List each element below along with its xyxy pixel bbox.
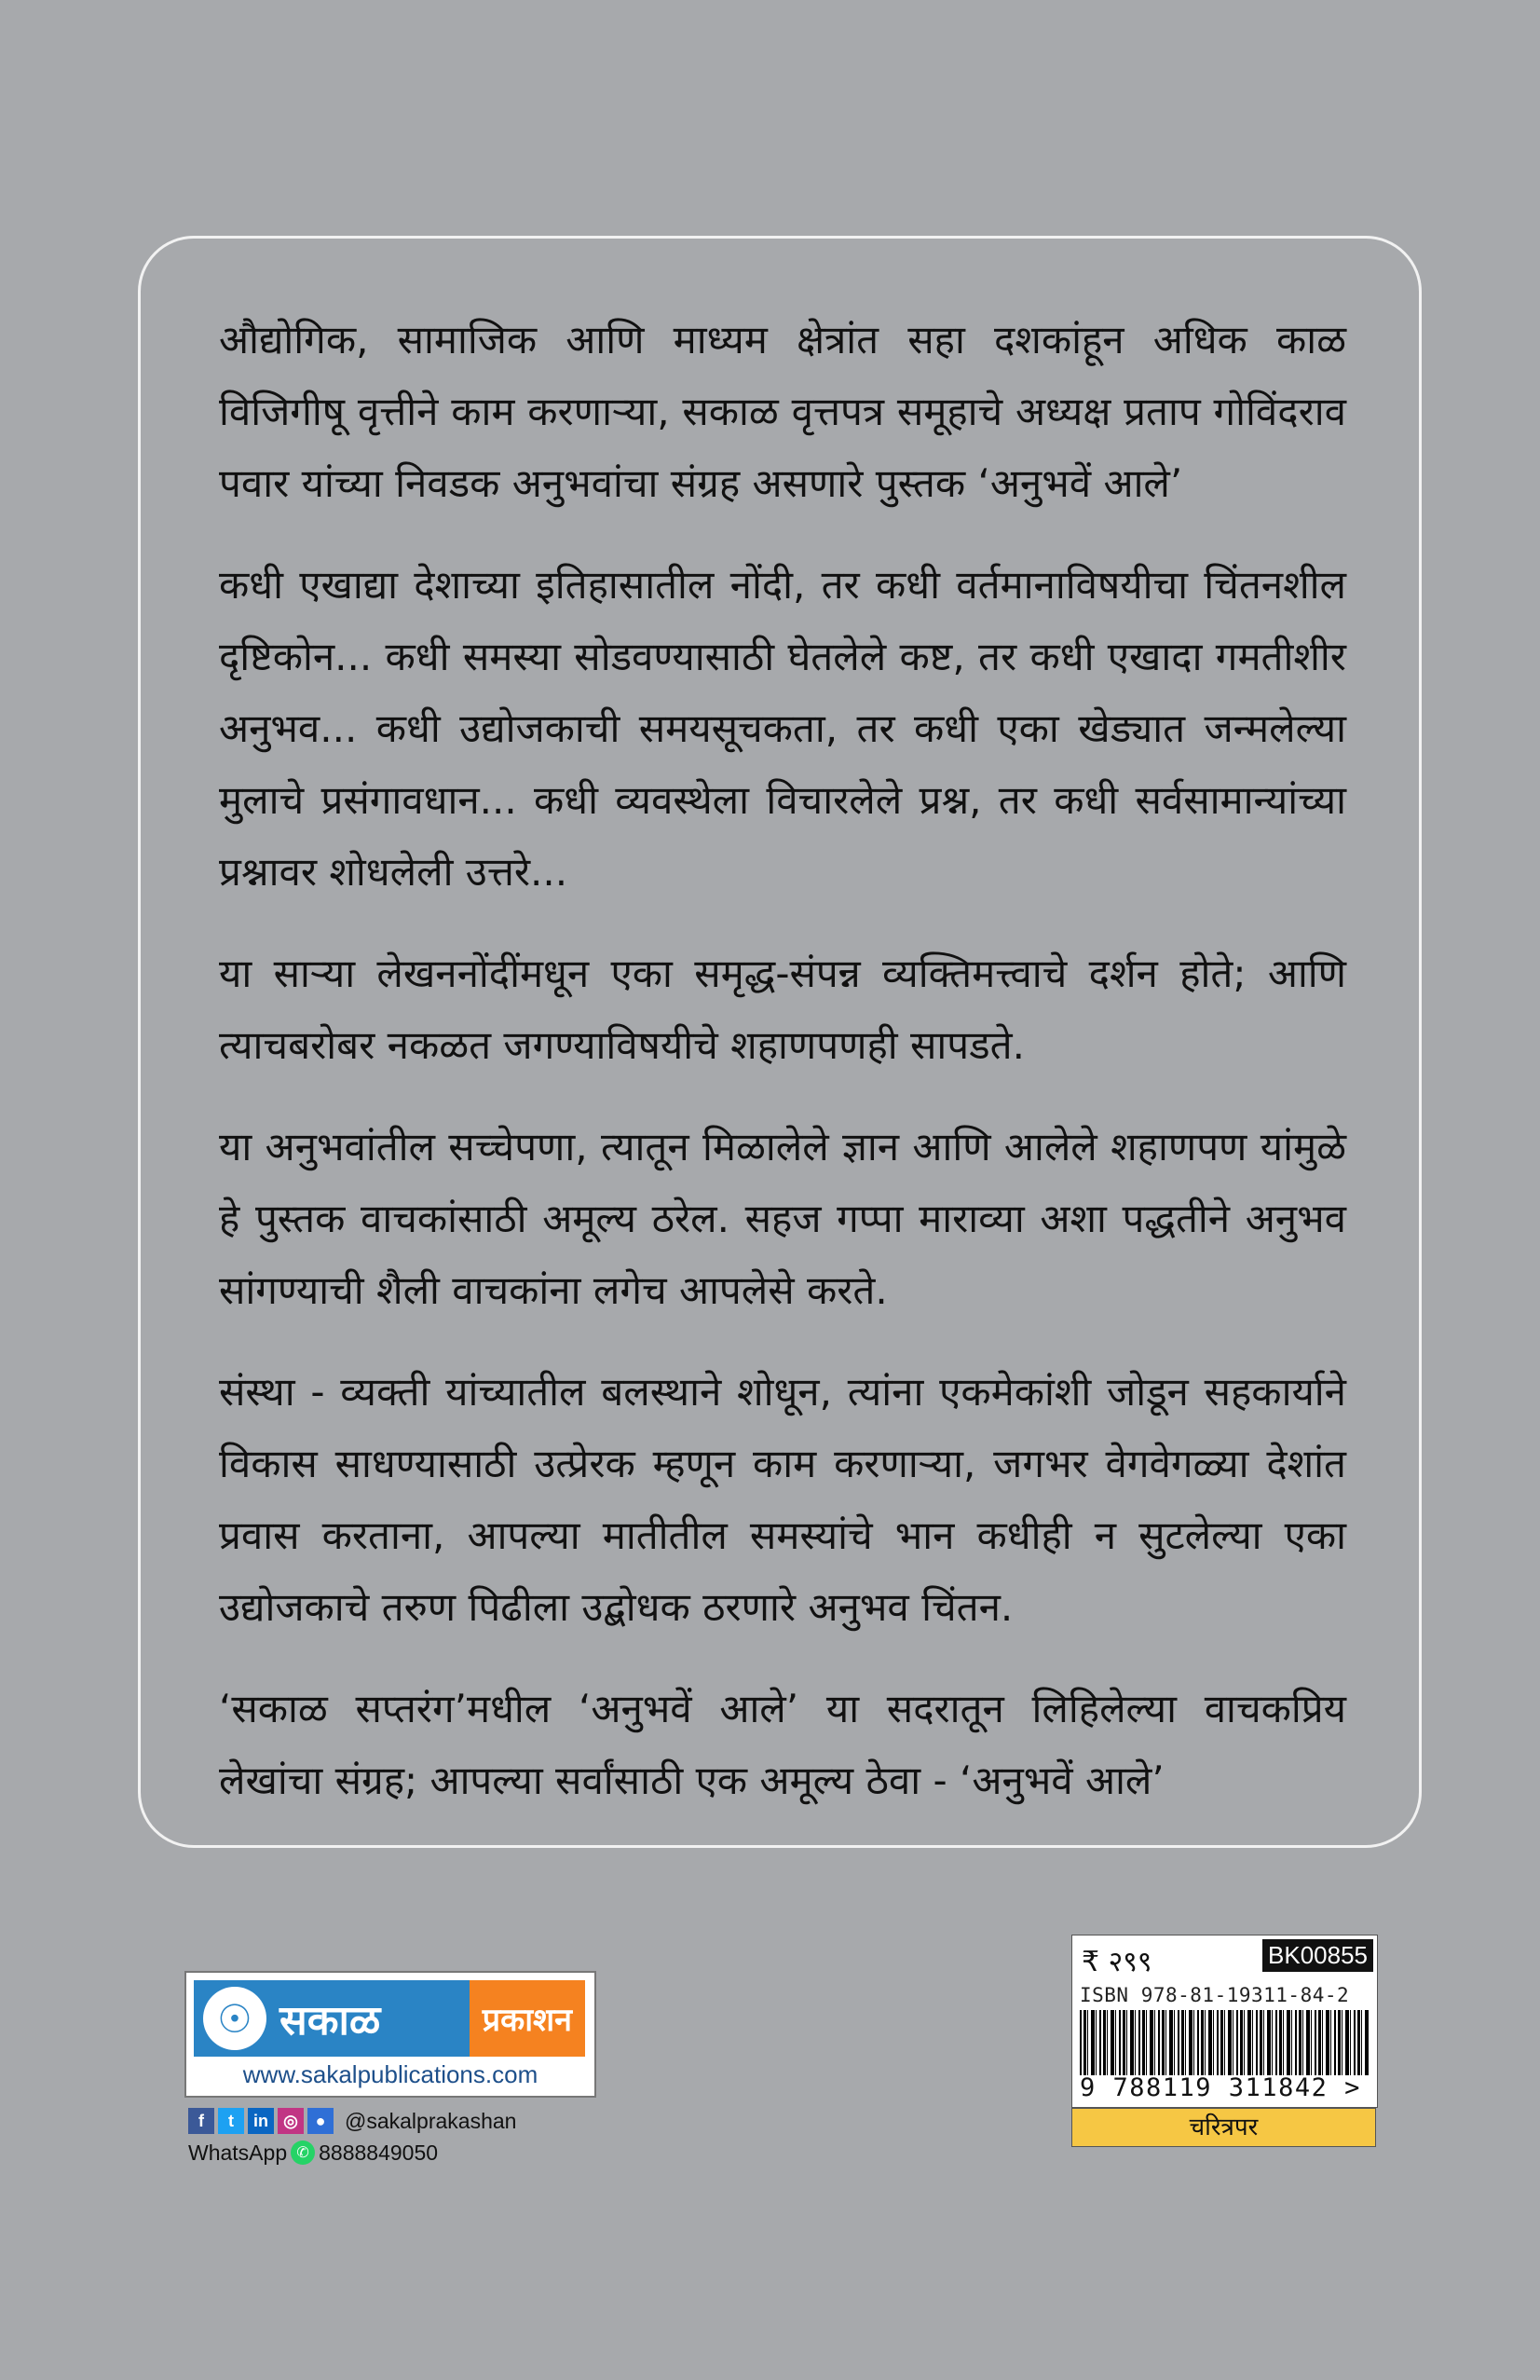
publisher-logo: [194, 1980, 585, 2057]
whatsapp-contact: [188, 2139, 438, 2167]
publisher-name: सकाळ: [279, 1997, 381, 2045]
blurb-paragraph-3: या साऱ्या लेखननोंदींमधून एका समृद्ध-संपन्न व्यक्तिमत्त्वाचे दर्शन होते; आणि त्याचबरोबर नकळत जगण्याविषयीचे शहाणपणही सापडते.: [219, 951, 1346, 1068]
blurb-paragraph-2: कधी एखाद्या देशाच्या इतिहासातील नोंदी, तर कधी वर्तमानाविषयीचा चिंतनशील दृष्टिकोन... कधी समस्या सोडवण्यासाठी घेतलेले कष्ट, तर कधी एखादा गमतीशीर अनुभव... कधी उद्योजकाची समयसूचकता, तर कधी एका खेड्यात जन्मलेल्या मुलाचे प्रसंगावधान... कधी व्यवस्थेला विचारलेले प्रश्न, तर कधी सर्वसामान्यांच्या प्रश्नावर शोधलेली उत्तरे...: [219, 562, 1346, 895]
instagram-icon[interactable]: ◎: [278, 2108, 304, 2134]
facebook-icon[interactable]: f: [188, 2108, 214, 2134]
category-label: चरित्रपर: [1071, 2108, 1376, 2147]
blurb-paragraph-6: ‘सकाळ सप्तरंग’मधील ‘अनुभवें आले’ या सदरातून लिहिलेल्या वाचकप्रिय लेखांचा संग्रह; आपल्या सर्वांसाठी एक अमूल्य ठेवा - ‘अनुभवें आले’: [219, 1686, 1346, 1803]
whatsapp-icon: ✆: [291, 2141, 315, 2165]
publisher-website[interactable]: www.sakalpublications.com: [242, 2060, 538, 2088]
isbn-label: ISBN 978-81-19311-84-2: [1080, 1984, 1350, 2006]
social-links: [188, 2107, 516, 2135]
blurb-paragraph-1: औद्योगिक, सामाजिक आणि माध्यम क्षेत्रांत सहा दशकांहून अधिक काळ विजिगीषू वृत्तीने काम करणाऱ्या, सकाळ वृत्तपत्र समूहाचे अध्यक्ष प्रताप गोविंदराव पवार यांच्या निवडक अनुभवांचा संग्रह असणारे पुस्तक ‘अनुभवें आले’: [219, 317, 1346, 506]
barcode-box: [1071, 1935, 1378, 2108]
publisher-tag: प्रकाशन: [470, 1980, 585, 2057]
whatsapp-label: WhatsApp: [188, 2140, 288, 2165]
price-label: ₹ २९९: [1082, 1946, 1152, 1978]
twitter-icon[interactable]: t: [218, 2108, 244, 2134]
book-code: BK00855: [1262, 1939, 1373, 1972]
whatsapp-number[interactable]: 8888849050: [319, 2140, 439, 2165]
koo-icon[interactable]: ●: [307, 2108, 334, 2134]
publisher-logo-box: [184, 1971, 596, 2098]
blurb-panel: [138, 236, 1422, 1848]
sakal-emblem-icon: ☉: [203, 1987, 266, 2050]
linkedin-icon[interactable]: in: [248, 2108, 274, 2134]
barcode-digits: 9 788119 311842 >: [1080, 2073, 1361, 2102]
social-handle: @sakalprakashan: [345, 2108, 517, 2133]
blurb-paragraph-5: संस्था - व्यक्ती यांच्यातील बलस्थाने शोधून, त्यांना एकमेकांशी जोडून सहकार्याने विकास साधण्यासाठी उत्प्रेरक म्हणून काम करणाऱ्या, जगभर वेगवेगळ्या देशांत प्रवास करताना, आपल्या मातीतील समस्यांचे भान कधीही न सुटलेल्या एका उद्योजकाचे तरुण पिढीला उद्बोधक ठरणारे अनुभव चिंतन.: [219, 1369, 1346, 1630]
blurb-paragraph-4: या अनुभवांतील सच्चेपणा, त्यातून मिळालेले ज्ञान आणि आलेले शहाणपण यांमुळे हे पुस्तक वाचकांसाठी अमूल्य ठरेल. सहज गप्पा माराव्या अशा पद्धतीने अनुभव सांगण्याची शैली वाचकांना लगेच आपलेसे करते.: [219, 1124, 1346, 1313]
barcode-icon: [1080, 2010, 1369, 2075]
